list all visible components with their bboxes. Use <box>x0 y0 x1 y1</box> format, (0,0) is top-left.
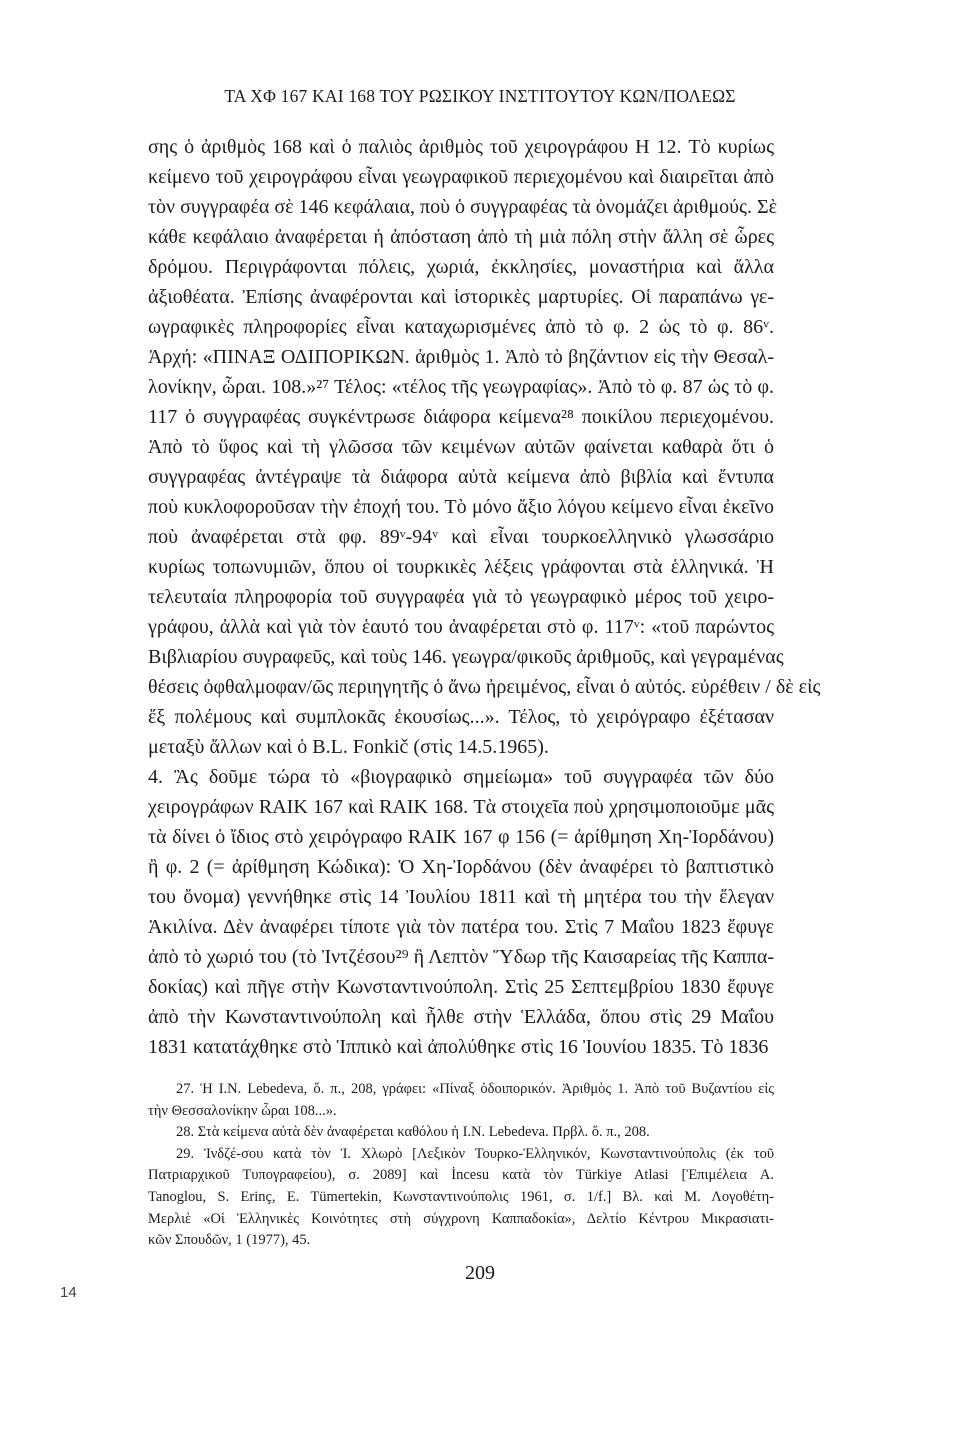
footnote-line: Μερλιὲ «Οἱ Ἑλληνικὲς Κοινότητες στὴ σύγχρονη Καππαδοκία», Δελτίο Κέντρου Μικρασιατι- <box>148 1210 774 1227</box>
body-line: Ἀκιλίνα. Δὲν ἀναφέρει τίποτε γιὰ τὸν πατέρα του. Στὶς 7 Μαΐου 1823 ἔφυγε <box>148 916 774 938</box>
footnote-line: 28. Στὰ κείμενα αὐτὰ δὲν ἀναφέρεται καθόλου ἡ I.N. Lebedeva. Πρβλ. ὅ. π., 208. <box>176 1124 650 1141</box>
body-line: λονίκην, ὧραι. 108.»²⁷ Τέλος: «τέλος τῆς γεωγραφίας». Ἀπὸ τὸ φ. 87 ὡς τὸ φ. <box>148 376 774 398</box>
page-number: 209 <box>465 1262 495 1284</box>
body-line: 1831 κατατάχθηκε στὸ Ἱππικὸ καὶ ἀπολύθηκε στὶς 16 Ἰουνίου 1835. Τὸ 1836 <box>148 1036 769 1058</box>
body-line: δοκίας) καὶ πῆγε στὴν Κωνσταντινούπολη. Στὶς 25 Σεπτεμβρίου 1830 ἔφυγε <box>148 976 774 998</box>
body-line: χειρογράφων RAIK 167 καὶ RAIK 168. Τὰ στοιχεῖα ποὺ χρησιμοποιοῦμε μᾶς <box>148 796 774 818</box>
body-line: κάθε κεφάλαιο ἀναφέρεται ἡ ἀπόσταση ἀπὸ τὴ μιὰ πόλη στὴν ἄλλη σὲ ὧρες <box>148 226 774 248</box>
footnote-line: 29. Ἰνδζέ-σου κατὰ τὸν Ἰ. Χλωρὸ [Λεξικὸν Τουρκο-Ἑλληνικόν, Κωνσταντινούπολις (ἐκ τοῦ <box>176 1145 774 1162</box>
body-line: Ἀρχή: «ΠΙΝΑΞ ΟΔΙΠΟΡΙΚΩΝ. ἀριθμὸς 1. Ἀπὸ τὸ βηζάντιον εἰς τὴν Θεσαλ- <box>148 346 774 368</box>
body-line: Ἀπὸ τὸ ὕφος καὶ τὴ γλῶσσα τῶν κειμένων αὐτῶν φαίνεται καθαρὰ ὅτι ὁ <box>148 436 774 458</box>
body-line: ωγραφικὲς πληροφορίες εἶναι καταχωρισμένες ἀπὸ τὸ φ. 2 ὡς τὸ φ. 86ᵛ. <box>148 316 774 338</box>
body-line: θέσεις ὀφθαλμοφαν/ῶς περιηγητῆς ὁ ἄνω ἠρειμένος, εἶναι ὁ αὐτός. εὐρέθειν / δὲ εἰς <box>148 676 821 698</box>
body-line: 117 ὁ συγγραφέας συγκέντρωσε διάφορα κείμενα²⁸ ποικίλου περιεχομένου. <box>148 406 774 428</box>
body-line: κυρίως τοπωνυμιῶν, ὅπου οἱ τουρκικὲς λέξεις γράφονται στὰ ἑλληνικά. Ἡ <box>148 556 774 578</box>
footnote-line: 27. Ἡ I.N. Lebedeva, ὅ. π., 208, γράφει: «Πίναξ ὁδοιπορικόν. Ἀριθμὸς 1. Ἀπὸ τοῦ Βυζαντίου εἰς <box>176 1081 774 1097</box>
body-line: τὰ δίνει ὁ ἴδιος στὸ χειρόγραφο RAIK 167 φ 156 (= ἀρίθμηση Χη-Ἰορδάνου) <box>148 826 774 848</box>
footnote-line: Tanoglou, S. Erinç, E. Tümertekin, Κωνσταντινούπολις 1961, σ. 1/f.] Βλ. καὶ Μ. Λογοθέτη- <box>148 1189 774 1205</box>
footnote-line: τὴν Θεσσαλονίκην ὧραι 108...». <box>148 1102 337 1119</box>
footnote-line: Πατριαρχικοῦ Τυπογραφείου), σ. 2089] καὶ İncesu κατὰ τὸν Türkiye Atlasi [Ἐπιμέλεια A. <box>148 1167 774 1184</box>
body-line: ἀξιοθέατα. Ἐπίσης ἀναφέρονται καὶ ἱστορικὲς μαρτυρίες. Οἱ παραπάνω γε- <box>148 286 774 308</box>
body-line: τελευταία πληροφορία τοῦ συγγραφέα γιὰ τὸ γεωγραφικὸ μέρος τοῦ χειρο- <box>148 586 774 608</box>
margin-number: 14 <box>60 1284 77 1301</box>
body-line: γράφου, ἀλλὰ καὶ γιὰ τὸν ἑαυτό του ἀναφέρεται στὸ φ. 117ᵛ: «τοῦ παρώντος <box>148 616 774 638</box>
body-line: του ὄνομα) γεννήθηκε στὶς 14 Ἰουλίου 1811 καὶ τὴ μητέρα του τὴν ἔλεγαν <box>148 886 774 908</box>
body-line: ἢ φ. 2 (= ἀρίθμηση Κώδικα): Ὁ Χη-Ἰορδάνου (δὲν ἀναφέρει τὸ βαπτιστικὸ <box>148 856 774 878</box>
body-line: τὸν συγγραφέα σὲ 146 κεφάλαια, ποὺ ὁ συγγραφέας τὰ ὀνομάζει ἀριθμούς. Σὲ <box>148 196 778 218</box>
running-header: ΤΑ ΧΦ 167 ΚΑΙ 168 ΤΟΥ ΡΩΣΙΚΟΥ ΙΝΣΤΙΤΟΥΤΟΥ ΚΩΝ/ΠΟΛΕΩΣ <box>224 86 736 106</box>
body-line: ποὺ ἀναφέρεται στὰ φφ. 89ᵛ-94ᵛ καὶ εἶναι τουρκοελληνικὸ γλωσσάριο <box>148 526 774 548</box>
body-line: σης ὁ ἀριθμὸς 168 καὶ ὁ παλιὸς ἀριθμὸς τοῦ χειρογράφου H 12. Τὸ κυρίως <box>148 136 774 158</box>
body-line: 4. Ἂς δοῦμε τώρα τὸ «βιογραφικὸ σημείωμα» τοῦ συγγραφέα τῶν δύο <box>148 766 774 788</box>
body-line: ἀπὸ τὴν Κωνσταντινούπολη καὶ ἦλθε στὴν Ἑλλάδα, ὅπου στὶς 29 Μαΐου <box>148 1006 774 1028</box>
body-line: Βιβλιαρίου συγραφεῦς, καὶ τοὺς 146. γεωγρα/φικοῦς ἀριθμοῦς, καὶ γεγραμένας <box>148 646 784 668</box>
body-line: μεταξὺ ἄλλων καὶ ὁ B.L. Fonkič (στὶς 14.5.1965). <box>148 736 549 758</box>
body-line: ἀπὸ τὸ χωριό του (τὸ Ἰντζέσου²⁹ ἢ Λεπτὸν Ὕδωρ τῆς Καισαρείας τῆς Καππα- <box>148 946 774 968</box>
body-line: ἔξ πολέμους καὶ συμπλοκᾶς ἐκουσίως...». Τέλος, τὸ χειρόγραφο ἐξέτασαν <box>148 706 774 728</box>
body-line: συγγραφέας ἀντέγραψε τὰ διάφορα αὐτὰ κείμενα ἀπὸ βιβλία καὶ ἔντυπα <box>148 466 774 488</box>
footnote-line: κῶν Σπουδῶν, 1 (1977), 45. <box>148 1232 311 1249</box>
body-line: δρόμου. Περιγράφονται πόλεις, χωριά, ἐκκλησίες, μοναστήρια καὶ ἄλλα <box>148 256 774 278</box>
body-line: κείμενο τοῦ χειρογράφου εἶναι γεωγραφικοῦ περιεχομένου καὶ διαιρεῖται ἀπὸ <box>148 166 774 188</box>
body-line: ποὺ κυκλοφοροῦσαν τὴν ἐποχή του. Τὸ μόνο ἄξιο λόγου κείμενο εἶναι ἐκεῖνο <box>148 496 774 518</box>
